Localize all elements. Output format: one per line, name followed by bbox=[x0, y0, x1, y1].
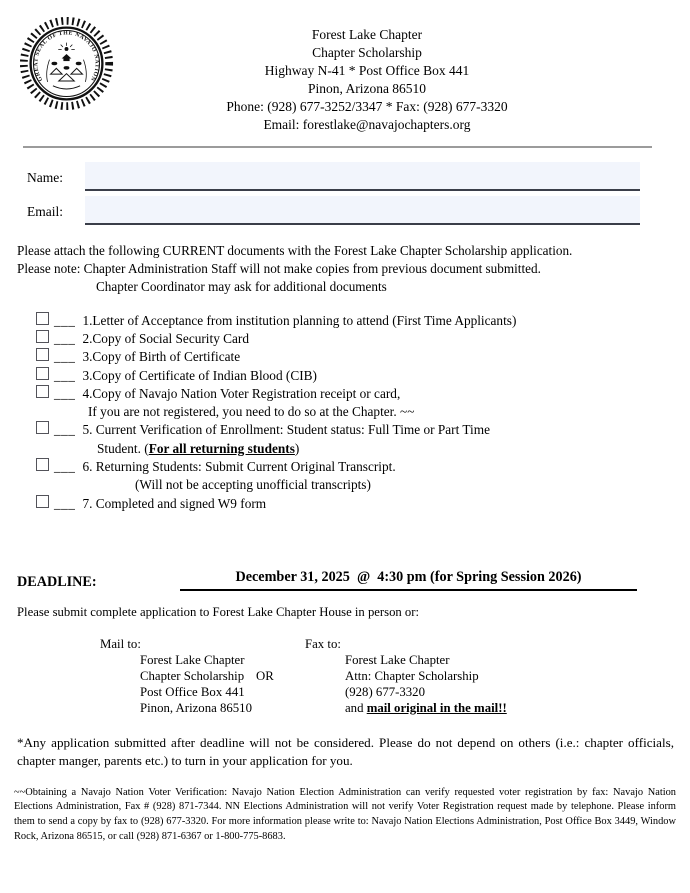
fill-blank: ___ bbox=[54, 422, 76, 438]
fill-blank: ___ bbox=[54, 367, 76, 383]
fax-address bbox=[345, 652, 507, 716]
name-field-row bbox=[27, 162, 640, 191]
or-label: OR bbox=[256, 668, 274, 683]
mail-address-line: Pinon, Arizona 86510 bbox=[140, 700, 252, 715]
late-application-disclaimer: *Any application submitted after deadline will not be considered. Please do not depend on others (i.e.: chapter officials, chapter manger, parents etc.) to turn in your application for you. bbox=[17, 734, 674, 769]
document-checklist bbox=[0, 312, 690, 513]
fax-address-line: (928) 677-3320 bbox=[345, 684, 425, 699]
subnote-emphasis: For all returning students bbox=[148, 440, 295, 456]
deadline-section bbox=[17, 569, 690, 591]
checklist-item-label: 5. Current Verification of Enrollment: Student status: Full Time or Part Time bbox=[82, 422, 490, 438]
address-line: Highway N-41 * Post Office Box 441 bbox=[264, 63, 470, 78]
checklist-item-label: 2.Copy of Social Security Card bbox=[82, 330, 250, 346]
mail-address-line: Chapter Scholarship bbox=[140, 668, 245, 683]
seal-inner-art bbox=[47, 43, 87, 89]
letterhead bbox=[44, 0, 690, 134]
checklist-item-label: 3.Copy of Birth of Certificate bbox=[82, 349, 241, 365]
email-field-row bbox=[27, 196, 640, 225]
applicant-fields bbox=[0, 162, 690, 225]
submission-options bbox=[0, 636, 690, 724]
checklist-item-3b bbox=[0, 367, 690, 385]
checklist-item-label: 1.Letter of Acceptance from institution planning to attend (First Time Applicants) bbox=[82, 312, 517, 328]
subnote-suffix: ) bbox=[294, 440, 300, 456]
checklist-item-4-subnote: If you are not registered, you need to do so at the Chapter. ~~ bbox=[88, 404, 415, 420]
mail-to-label: Mail to: bbox=[100, 636, 141, 651]
name-field bbox=[85, 162, 640, 191]
checklist-checkbox[interactable] bbox=[36, 367, 49, 380]
phone-fax-line: Phone: (928) 677-3252/3347 * Fax: (928) 677-3320 bbox=[226, 99, 508, 114]
checklist-item-2 bbox=[0, 330, 690, 348]
mail-address-line: Forest Lake Chapter bbox=[140, 652, 245, 667]
city-line: Pinon, Arizona 86510 bbox=[307, 81, 427, 96]
checklist-checkbox[interactable] bbox=[36, 348, 49, 361]
header-divider bbox=[23, 146, 652, 148]
fill-blank: ___ bbox=[54, 330, 76, 346]
checklist-item-3 bbox=[0, 348, 690, 366]
fill-blank: ___ bbox=[54, 458, 76, 474]
checklist-checkbox[interactable] bbox=[36, 458, 49, 471]
fax-note-prefix: and bbox=[345, 700, 367, 715]
email-line: Email: forestlake@navajochapters.org bbox=[263, 117, 471, 132]
fax-address-line: Forest Lake Chapter bbox=[345, 652, 450, 667]
checklist-item-label: 6. Returning Students: Submit Current Original Transcript. bbox=[82, 458, 396, 474]
note-instruction-2: Chapter Coordinator may ask for additional documents bbox=[96, 279, 387, 295]
email-label: Email: bbox=[27, 204, 63, 219]
subnote-prefix: Student. ( bbox=[97, 440, 149, 456]
fax-mail-original-note bbox=[345, 700, 507, 716]
checklist-checkbox[interactable] bbox=[36, 330, 49, 343]
seal-arc-text: GREAT SEAL OF THE NAVAJO NATION bbox=[33, 30, 100, 83]
navajo-nation-seal-logo bbox=[18, 10, 115, 117]
fax-to-label: Fax to: bbox=[305, 636, 341, 651]
checklist-item-label: 3.Copy of Certificate of Indian Blood (CIB) bbox=[82, 367, 317, 383]
fax-address-line: Attn: Chapter Scholarship bbox=[345, 668, 479, 683]
checklist-item-label: 7. Completed and signed W9 form bbox=[82, 495, 267, 511]
deadline-value: December 31, 2025 @ 4:30 pm (for Spring Session 2026) bbox=[180, 569, 637, 591]
fill-blank: ___ bbox=[54, 495, 76, 511]
checklist-checkbox[interactable] bbox=[36, 495, 49, 508]
checklist-item-4 bbox=[0, 385, 690, 403]
email-field bbox=[85, 196, 640, 225]
org-name: Forest Lake Chapter bbox=[311, 27, 423, 42]
fill-blank: ___ bbox=[54, 349, 76, 365]
name-input[interactable] bbox=[85, 162, 640, 189]
checklist-item-5-subnote bbox=[0, 440, 690, 458]
checklist-item-1 bbox=[0, 312, 690, 330]
checklist-checkbox[interactable] bbox=[36, 385, 49, 398]
checklist-checkbox[interactable] bbox=[36, 312, 49, 325]
program-name: Chapter Scholarship bbox=[312, 45, 422, 60]
mail-address-line: Post Office Box 441 bbox=[140, 684, 245, 699]
deadline-label: DEADLINE: bbox=[17, 573, 97, 590]
fax-note-emphasis: mail original in the mail!! bbox=[366, 700, 507, 715]
note-instruction: Please note: Chapter Administration Staff will not make copies from previous document submitted. bbox=[17, 261, 541, 277]
attach-instruction: Please attach the following CURRENT documents with the Forest Lake Chapter Scholarship application. bbox=[17, 243, 573, 258]
checklist-item-label: 4.Copy of Navajo Nation Voter Registration receipt or card, bbox=[82, 385, 401, 401]
checklist-item-5 bbox=[0, 421, 690, 439]
voter-verification-footnote: ~~Obtaining a Navajo Nation Voter Verification: Navajo Nation Election Administration can verify requested voter registration by fax: Navajo Nation Elections Administration, Fax # (928) 871-7344. NN Elections Administration will not verify Voter Registration request made by telephone. Please inform them to send a copy by fax to (928) 677-3320. For more information please write to: Navajo Nation Elections Administration, Post Office Box 3449, Window Rock, Arizona 86515, or call (928) 871-6367 or 1-800-775-8683. bbox=[14, 786, 676, 842]
checklist-item-6-subnote: (Will not be accepting unofficial transcripts) bbox=[135, 477, 371, 493]
name-label: Name: bbox=[27, 170, 63, 185]
instructions bbox=[17, 242, 678, 297]
checklist-item-7 bbox=[0, 495, 690, 513]
checklist-checkbox[interactable] bbox=[36, 421, 49, 434]
fill-blank: ___ bbox=[54, 385, 76, 401]
mail-address bbox=[140, 652, 252, 716]
submit-instruction: Please submit complete application to Forest Lake Chapter House in person or: bbox=[17, 604, 420, 619]
checklist-item-6 bbox=[0, 458, 690, 476]
fill-blank: ___ bbox=[54, 312, 76, 328]
email-input[interactable] bbox=[85, 196, 640, 223]
